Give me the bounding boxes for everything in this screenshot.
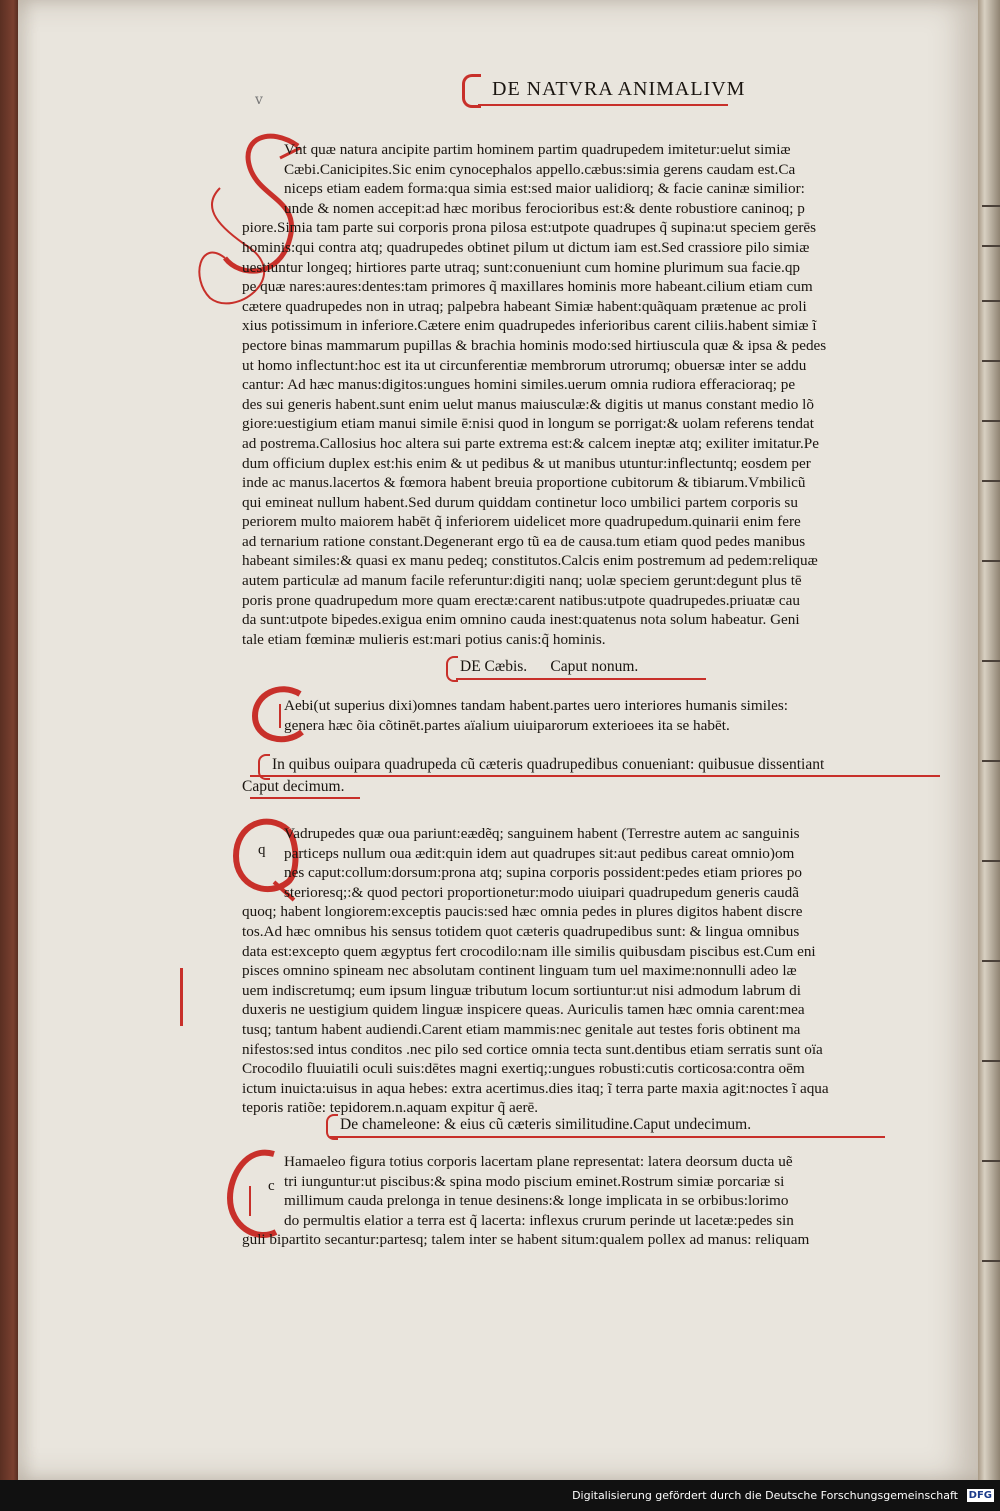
text-line: millimum cauda prelonga in tenue desinens:& longe implicata in se orbibus:lorimo [284, 1192, 789, 1210]
chapter-heading-11: De chameleone: & eius cũ cæteris similitudine.Caput undecimum. [340, 1116, 752, 1133]
chapter-heading-10-cont [242, 778, 344, 796]
text-line: dum officium duplex est:his enim & ut pedibus & ut manibus utuntur:inflectuntq; eosdem per [242, 454, 811, 472]
running-head: DE NATVRA ANIMALIVM [492, 78, 746, 100]
text-line: qui emineat nullum habent.Sed durum quiddam continetur loco umbilici partem corporis su [242, 493, 798, 511]
text-line: hominis:qui contra atq; quadrupedes obtinet pilum ut dictum iam est.Sed crassiore pilo simiæ [242, 238, 810, 256]
text-line: cætere quadrupedes non in utraq; palpebra habeant Simiæ habent:quãquam prætenue ac proli [242, 297, 807, 315]
text-line: data est:excepto quem ægyptus fert crocodilo:nam ille similis quibusdam piscibus est.Cum eni [242, 942, 816, 960]
text-line: Hamaeleo figura totius corporis lacertam plane representat: latera deorsum ducta uẽ [284, 1153, 793, 1170]
text-line: uestiuntur longeq; hirtiores parte utraq; sunt:conueniunt cum homine plurimum sua facie.qp [242, 258, 801, 276]
text-line: Cæbi.Canicipites.Sic enim cynocephalos appello.cæbus:simia gerens caudam est.Ca [284, 160, 796, 178]
chapter-heading-line: In quibus ouipara quadrupeda cũ cæteris quadrupedibus conueniant: quibusue dissentiant [272, 756, 825, 773]
text-line: Crocodilo fluuiatili oculi suis:dētes magni exertiq;:ungues robusti:cutis corticosa:contra oēm [242, 1060, 805, 1078]
footer-bar [0, 1480, 1000, 1511]
text-line: des sui generis habent.sunt enim uelut manus maiusculæ:& digitis ut manus constant medio lõ [242, 395, 814, 413]
dfg-logo: DFG [968, 1490, 992, 1501]
text-line: poris prone quadrupedum more quam erectæ:carent natibus:utpote quadrupedes.priuatæ cau [242, 591, 800, 609]
chapter-heading-9: DE Cæbis. Caput nonum. [460, 658, 639, 675]
text-line: Vnt quæ natura ancipite partim hominem partim quadrupedem imitetur:uelut simiæ [284, 141, 791, 158]
signature-mark: v [255, 92, 263, 108]
rubric-underline [478, 104, 728, 106]
guide-letter: c [268, 1178, 275, 1194]
text-line: tale etiam fœminæ mulieris est:mari potius canis:q̃ hominis. [242, 630, 606, 648]
text-line: habeant similes:& quasi ex manu pedeq; constitutos.Calcis enim postremum ad pedem:reliquæ [242, 552, 818, 570]
text-line: niceps etiam eadem forma:qua simia est:sed maior ualidiorq; & facie caninæ similior: [284, 180, 805, 198]
text-line: pe quæ nares:aures:dentes:tam primores q̃ maxillares hominis more habeant.cilium etiam cum [242, 278, 813, 296]
rubric-underline [250, 775, 940, 777]
margin-mark [180, 968, 183, 1026]
text-line: nifestos:sed intus conditos .nec pilo sed cortice omnia tecta sunt.dentibus etiam serratis sunt oïa [242, 1040, 823, 1058]
rubric-underline [456, 678, 706, 680]
text-line: pisces omnino spineam nec absolutam continent linguam tum uel maxime:nonnulli adeo læ [242, 962, 797, 980]
text-line: teporis ratiõe: tepidorem.n.aquam expitur q̃ aerē. [242, 1099, 539, 1117]
rubric-bracket [462, 74, 481, 108]
text-line: do permultis elatior a terra est q̃ lacerta: inflexus crurum perinde ut lacetæ:pedes sin [284, 1211, 794, 1229]
footer-credit: Digitalisierung gefördert durch die Deutsche Forschungsgemeinschaft [572, 1489, 958, 1502]
text-line: ictum inuicta:uisus in aqua hebes: extra acertimus.dies itaq; ĩ terra parte maxia agit:noctes ĩ aqua [242, 1079, 829, 1097]
chapter-11-text [242, 1152, 942, 1250]
text-line: unde & nomen accepit:ad hæc moribus ferocioribus est:& dente robustiore caninoq; p [284, 199, 805, 217]
text-line: guli bipartito secantur:partesq; talem inter se habent situm:qualem pollex ad manus: reliquam [242, 1231, 810, 1249]
text-line: ad postrema.Callosius hoc altera sui parte extrema est:& calcem ineptæ atq; exiliter imitatur.Pe [242, 434, 819, 452]
text-line: duxeris ne uestigium quidem linguæ inspicere queas. Auriculis tamen hæc omnia carent:mea [242, 1001, 805, 1019]
text-line: quoq; habent longiorem:exceptis paucis:sed hæc omnia pedes in plures digitos habent discre [242, 903, 803, 921]
text-line: tri iunguntur:ut piscibus:& spina modo piscium eminet.Rostrum simiæ porcariæ si [284, 1172, 785, 1190]
guide-letter: q [258, 842, 266, 858]
chapter-9-text [242, 696, 942, 735]
text-line: tusq; tantum habent audiendi.Carent etiam mammis:nec genitale aut testes foris obtinent ma [242, 1020, 801, 1038]
text-line: Vadrupedes quæ oua pariunt:eædẽq; sanguinem habent (Terrestre autem ac sanguinis [284, 825, 800, 842]
text-line: Aebi(ut superius dixi)omnes tandam habent.partes uero interiores humanis similes: [284, 697, 789, 714]
rubric-underline [330, 1136, 885, 1138]
text-line: xius potissimum in inferiore.Cætere enim quadrupedes inferioribus carent ciliis.habent simiæ ĩ [242, 317, 817, 335]
text-line: ad ternarium ratione constant.Degenerant ergo tũ ea de causa.tum etiam quod pedes manibus [242, 532, 806, 550]
chapter-heading-line: Caput decimum. [242, 778, 345, 795]
text-line: uem indiscretumq; eum ipsum linguæ tributum locum sortiuntur:ut nisi admodum labrum di [242, 981, 801, 999]
text-line: nes caput:collum:dorsum:prona atq; supina corporis possident:pedes etiam priores po [284, 864, 802, 882]
text-line: genera hæc õia cõtinēt.partes aïalium uiuiparorum exterioees ita se habēt. [284, 716, 730, 734]
text-line: giore:uestigium etiam manui simile ē:nisi quod in longum se porrigat:& uolam referens tendat [242, 415, 814, 433]
text-line: piore.Simia tam parte sui corporis prona pilosa est:utpote quadrupes q̃ supina:ut speciem gerēs [242, 219, 817, 237]
text-line: pectore binas mammarum pupillas & brachia hominis modo:sed hirtiuscula quæ & ipsa & pedes [242, 336, 827, 354]
text-line: inde ac manus.lacertos & fœmora habent breuia proportione cubitorum & tibiarum.Vmbilicũ [242, 474, 806, 492]
text-line: ut homo inflectunt:hoc est ita ut circunferentiæ membrorum utrorumq; obuersæ inter se addu [242, 356, 807, 374]
text-line: tos.Ad hæc omnibus his sensus totidem quot cæteris quadrupedibus sunt: & lingua omnibus [242, 922, 800, 940]
text-line: cantur: Ad hæc manus:digitos:ungues homini similes.uerum omnia rudiora efferacioraq; pe [242, 376, 796, 394]
text-line: da sunt:utpote bipedes.exigua enim omnino cauda inest:quatenus nota solum habeatur. Geni [242, 611, 800, 629]
adjacent-page-edge [978, 0, 1000, 1480]
text-line: autem particulæ ad manum facile referuntur:digiti nanq; uolæ speciem gerunt:degunt plus tē [242, 572, 802, 590]
chapter-10-text [242, 824, 942, 1118]
text-line: particeps nullum oua ædit:quin idem aut quadrupes sit:aut pedibus careat omnio)om [284, 844, 795, 862]
text-line: periorem multo maiorem habēt q̃ inferiorem uidelicet more quadrupedum.quinarii enim fere [242, 513, 801, 531]
chapter-heading-10 [272, 756, 824, 774]
rubric-underline [250, 797, 360, 799]
chapter-text-opening [242, 140, 942, 649]
text-line: sterioresq;:& quod pectori proportionetur:modo uiuipari quadrupedum generis caudã [284, 883, 799, 901]
